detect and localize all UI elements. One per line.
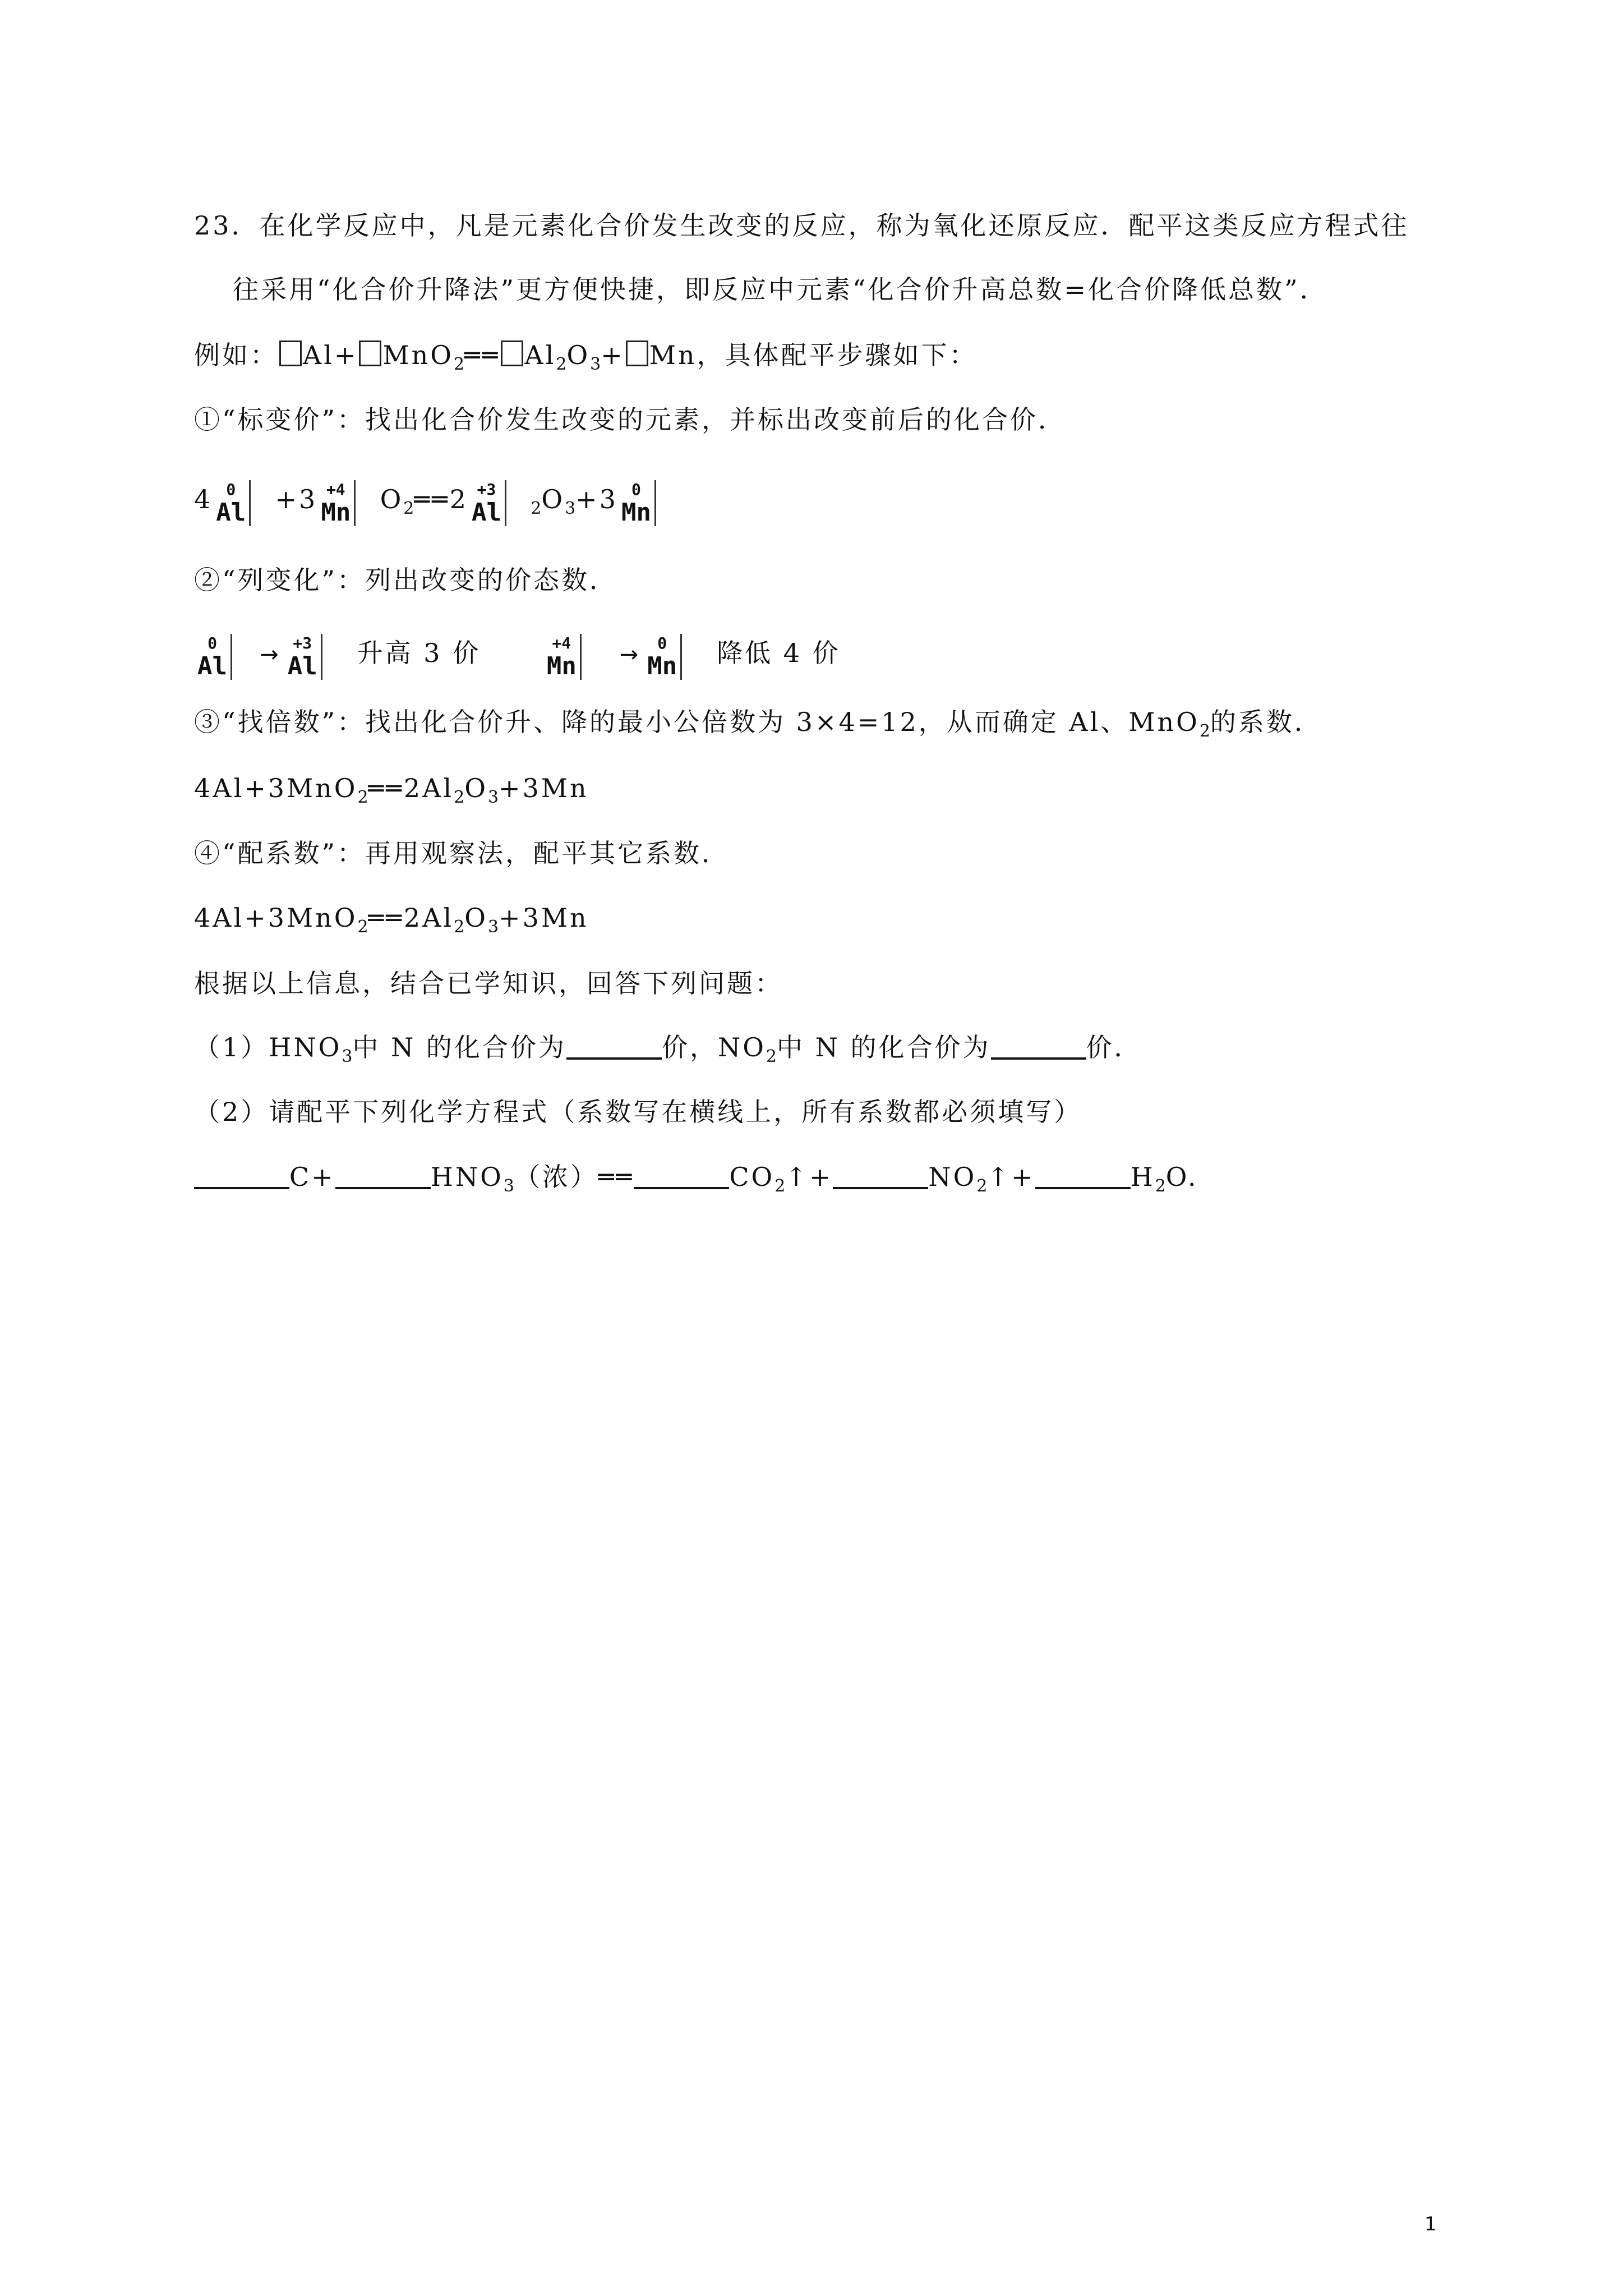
element-symbol: Al	[472, 498, 502, 527]
subscript: 3	[590, 355, 601, 374]
formula-part: +3Mn	[499, 903, 589, 933]
element-symbol: Mn	[321, 498, 351, 527]
formula-part: ↑+	[987, 1162, 1035, 1192]
element-symbol: Mn	[621, 498, 651, 527]
step3-text: 的系数．	[1210, 707, 1322, 737]
formula-part: （浓）══	[514, 1162, 634, 1192]
valence-value: 0	[208, 634, 217, 652]
formula-part: C+	[289, 1162, 335, 1192]
answer-blank[interactable]	[991, 1033, 1086, 1060]
q1-text: 中 N 的化合价为	[352, 1032, 566, 1062]
step1-title: ①“标变价”：找出化合价发生改变的元素，并标出改变前后的化合价．	[194, 404, 1067, 435]
blank-box-icon	[501, 341, 523, 366]
formula-part: O	[464, 773, 488, 803]
step3-text: ③“找倍数”：找出化合价升、降的最小公倍数为 3×4=12，从而确定 Al、MnO	[194, 707, 1200, 737]
answer-blank[interactable]	[335, 1162, 431, 1189]
answer-blank[interactable]	[566, 1033, 662, 1060]
formula-part: ══2Al	[368, 903, 454, 933]
formula-part: H	[1130, 1162, 1155, 1192]
formula-part: ↑+	[785, 1162, 833, 1192]
valence-value: +4	[326, 480, 345, 499]
question-text-line2: 往采用“化合价升降法”更方便快捷，即反应中元素“化合价升高总数=化合价降低总数”．	[233, 274, 1328, 305]
formula-part: +3Mn	[499, 773, 589, 803]
formula-part: O	[380, 484, 404, 514]
coefficient: 4	[194, 484, 213, 514]
valence-value: +3	[477, 480, 496, 499]
subscript: 2	[531, 499, 542, 518]
valence-value: 0	[226, 480, 236, 499]
answer-blank[interactable]	[1035, 1162, 1131, 1189]
question-2-equation	[194, 1160, 1198, 1194]
example-term: +	[601, 340, 625, 370]
element-symbol: Mn	[647, 652, 677, 680]
subscript: 2	[1199, 721, 1210, 741]
question-1	[194, 1030, 1142, 1064]
formula-part: O.	[1165, 1162, 1198, 1192]
change-text: 降低 4 价	[717, 638, 841, 668]
valence-mark	[472, 480, 506, 526]
formula-part: O	[464, 903, 488, 933]
valence-mark	[288, 634, 322, 680]
step4-title: ④“配系数”：再用观察法，配平其它系数．	[194, 838, 730, 868]
subscript: 3	[487, 788, 499, 807]
element-symbol: Al	[197, 652, 227, 680]
subscript: 3	[565, 499, 576, 518]
q1-text: 中 N 的化合价为	[777, 1032, 991, 1062]
valence-mark	[197, 634, 232, 680]
valence-value: +4	[552, 634, 571, 652]
valence-mark	[547, 634, 582, 680]
right-arrow-icon: →	[260, 642, 281, 668]
subscript: 2	[357, 917, 368, 937]
prompt-text: 根据以上信息，结合已学知识，回答下列问题：	[194, 968, 783, 999]
question-text-line1: 23．在化学反应中，凡是元素化合价发生改变的反应，称为氧化还原反应．配平这类反应方程式往	[194, 210, 1409, 241]
formula-part: ══2	[414, 484, 469, 514]
blank-box-icon	[626, 341, 648, 366]
formula-part: O	[541, 484, 565, 514]
answer-blank[interactable]	[194, 1162, 289, 1189]
formula-part: HNO	[430, 1162, 504, 1192]
valence-mark	[621, 480, 656, 526]
example-term: O	[566, 340, 591, 370]
subscript: 2	[454, 917, 465, 937]
element-symbol: Al	[216, 498, 246, 527]
step4-equation	[194, 901, 589, 935]
subscript: 2	[556, 355, 567, 374]
formula-part: 4Al+3MnO	[194, 773, 358, 803]
element-symbol: Mn	[546, 652, 577, 680]
subscript: 2	[403, 499, 414, 518]
subscript: 3	[503, 1176, 514, 1196]
example-term: MnO	[382, 340, 454, 370]
blank-box-icon	[359, 341, 381, 366]
blank-box-icon	[279, 341, 302, 366]
element-symbol: Al	[287, 652, 317, 680]
change-text: 升高 3 价	[357, 638, 481, 668]
right-arrow-icon: →	[619, 642, 641, 668]
q1-text: （1）HNO	[194, 1032, 342, 1062]
page-number: 1	[1424, 2213, 1437, 2235]
valence-mark	[321, 480, 356, 526]
example-term: Al+	[303, 340, 358, 370]
step3-equation	[194, 771, 589, 805]
subscript: 2	[454, 788, 465, 807]
example-term: Mn，具体配平步骤如下：	[649, 340, 978, 370]
example-prefix: 例如：	[194, 340, 278, 370]
subscript: 2	[766, 1047, 777, 1066]
q1-text: 价．	[1086, 1032, 1142, 1062]
subscript: 2	[357, 788, 368, 807]
subscript: 2	[976, 1176, 988, 1196]
formula-part: 4Al+3MnO	[194, 903, 358, 933]
valence-value: 0	[631, 480, 641, 499]
question-2-title: （2）请配平下列化学方程式（系数写在横线上，所有系数都必须填写）	[194, 1097, 1082, 1127]
formula-part: CO	[729, 1162, 775, 1192]
valence-mark	[216, 480, 251, 526]
valence-value: +3	[293, 634, 312, 652]
valence-value: 0	[657, 634, 667, 652]
step2-changes	[194, 634, 841, 680]
q1-text: 价，NO	[661, 1032, 766, 1062]
step3-title	[194, 705, 1322, 739]
coefficient: +3	[275, 484, 318, 514]
formula-part: +3	[575, 484, 618, 514]
example-equation	[194, 338, 978, 372]
subscript: 3	[342, 1047, 353, 1066]
step1-equation	[194, 480, 660, 526]
subscript: 2	[453, 355, 465, 374]
subscript: 2	[774, 1176, 786, 1196]
valence-mark	[647, 634, 682, 680]
formula-part: NO	[928, 1162, 977, 1192]
answer-blank[interactable]	[833, 1162, 928, 1189]
step2-title: ②“列变化”：列出改变的价态数．	[194, 565, 618, 595]
example-term: ══	[464, 340, 500, 370]
subscript: 3	[487, 917, 499, 937]
example-term: Al	[524, 340, 556, 370]
subscript: 2	[1155, 1176, 1166, 1196]
formula-part: ══2Al	[368, 773, 454, 803]
answer-blank[interactable]	[634, 1162, 729, 1189]
